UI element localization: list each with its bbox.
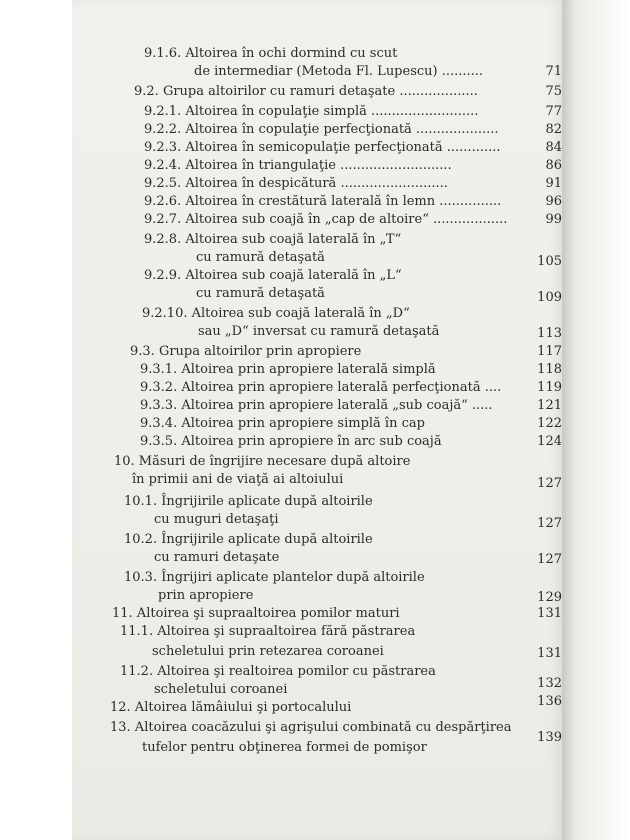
toc-page: 118 [537,362,562,377]
page-edge [562,0,630,840]
toc-entry-9-2-5: 9.2.5. Altoirea în despicătură .......................... [144,176,448,191]
toc-entry-11-2: 11.2. Altoirea şi realtoirea pomilor cu păstrarea [120,664,436,679]
toc-page: 117 [537,344,562,359]
toc-entry-9-2: 9.2. Grupa altoirilor cu ramuri detaşate ................... [134,84,478,99]
toc-page: 82 [545,122,562,137]
toc-entry-10-cont: în primii ani de viaţă ai altoiului [132,472,344,487]
toc-entry-9-2-6: 9.2.6. Altoirea în crestătură laterală în lemn ............... [144,194,502,209]
toc-entry-9-2-8: 9.2.8. Altoirea sub coajă laterală în „T“ [144,232,402,247]
toc-entry-9-3-3: 9.3.3. Altoirea prin apropiere laterală „sub coajă“ ..... [140,398,493,413]
toc-entry-9-2-10-cont: sau „D“ inversat cu ramură detaşată [198,324,440,339]
toc-entry-9-2-2: 9.2.2. Altoirea în copulaţie perfecţionată .................... [144,122,499,137]
toc-page: 119 [537,380,562,395]
toc-page: 86 [545,158,562,173]
toc-entry-12: 12. Altoirea lămâiului şi portocalului [110,700,352,715]
toc-entry-9-3-5: 9.3.5. Altoirea prin apropiere în arc sub coajă [140,434,442,449]
toc-entry-9-2-4: 9.2.4. Altoirea în triangulaţie ........................... [144,158,452,173]
toc-entry-10-2-cont: cu ramuri detaşate [154,550,280,565]
toc-entry-10: 10. Măsuri de îngrijire necesare după altoire [114,454,411,469]
book-page [72,0,562,840]
toc-entry-13-cont: tufelor pentru obţinerea formei de pomişor [142,740,427,755]
table-of-contents [72,0,562,840]
toc-page: 99 [545,212,562,227]
toc-entry-9-2-9: 9.2.9. Altoirea sub coajă laterală în „L“ [144,268,402,283]
toc-entry-10-3: 10.3. Îngrijiri aplicate plantelor după altoirile [124,570,425,585]
toc-entry-9-2-1: 9.2.1. Altoirea în copulaţie simplă .......................... [144,104,479,119]
toc-page: 127 [537,552,562,567]
toc-page: 139 [537,730,562,745]
toc-page: 122 [537,416,562,431]
toc-page: 131 [537,606,562,621]
toc-entry-9-3: 9.3. Grupa altoirilor prin apropiere [130,344,362,359]
toc-entry-9-2-7: 9.2.7. Altoirea sub coajă în „cap de altoire“ .................. [144,212,508,227]
toc-page: 91 [545,176,562,191]
toc-page: 109 [537,290,562,305]
toc-page: 77 [545,104,562,119]
toc-entry-11-1-cont: scheletului prin retezarea coroanei [152,644,384,659]
toc-entry-9-2-8-cont: cu ramură detaşată [196,250,325,265]
toc-page: 129 [537,590,562,605]
toc-entry-11-2-cont: scheletului coroanei [154,682,288,697]
toc-entry-10-1: 10.1. Îngrijirile aplicate după altoirile [124,494,373,509]
toc-page: 113 [537,326,562,341]
toc-page: 127 [537,476,562,491]
toc-page: 136 [537,694,562,709]
toc-page: 71 [545,64,562,79]
toc-entry-9-1-6: 9.1.6. Altoirea în ochi dormind cu scut [144,46,398,61]
toc-page: 127 [537,516,562,531]
toc-page: 84 [545,140,562,155]
toc-entry-9-2-10: 9.2.10. Altoirea sub coajă laterală în „D“ [142,306,410,321]
toc-entry-9-1-6-cont: de intermediar (Metoda Fl. Lupescu) .......... [194,64,484,79]
toc-entry-9-2-3: 9.2.3. Altoirea în semicopulaţie perfecţionată ............. [144,140,501,155]
toc-entry-9-3-4: 9.3.4. Altoirea prin apropiere simplă în cap [140,416,425,431]
toc-entry-9-3-2: 9.3.2. Altoirea prin apropiere laterală perfecţionată .... [140,380,502,395]
toc-page: 105 [537,254,562,269]
toc-entry-11: 11. Altoirea şi supraaltoirea pomilor maturi [112,606,400,621]
toc-entry-9-2-9-cont: cu ramură detaşată [196,286,325,301]
toc-entry-10-1-cont: cu muguri detaşaţi [154,512,279,527]
toc-page: 132 [537,676,562,691]
toc-entry-9-3-1: 9.3.1. Altoirea prin apropiere laterală simplă [140,362,436,377]
toc-page: 131 [537,646,562,661]
toc-page: 121 [537,398,562,413]
toc-entry-10-2: 10.2. Îngrijirile aplicate după altoirile [124,532,373,547]
toc-page: 75 [545,84,562,99]
toc-entry-13: 13. Altoirea coacăzului şi agrişului combinată cu despărţirea [110,720,512,735]
toc-page: 96 [545,194,562,209]
toc-entry-11-1: 11.1. Altoirea şi supraaltoirea fără păstrarea [120,624,416,639]
toc-entry-10-3-cont: prin apropiere [158,588,254,603]
toc-page: 124 [537,434,562,449]
